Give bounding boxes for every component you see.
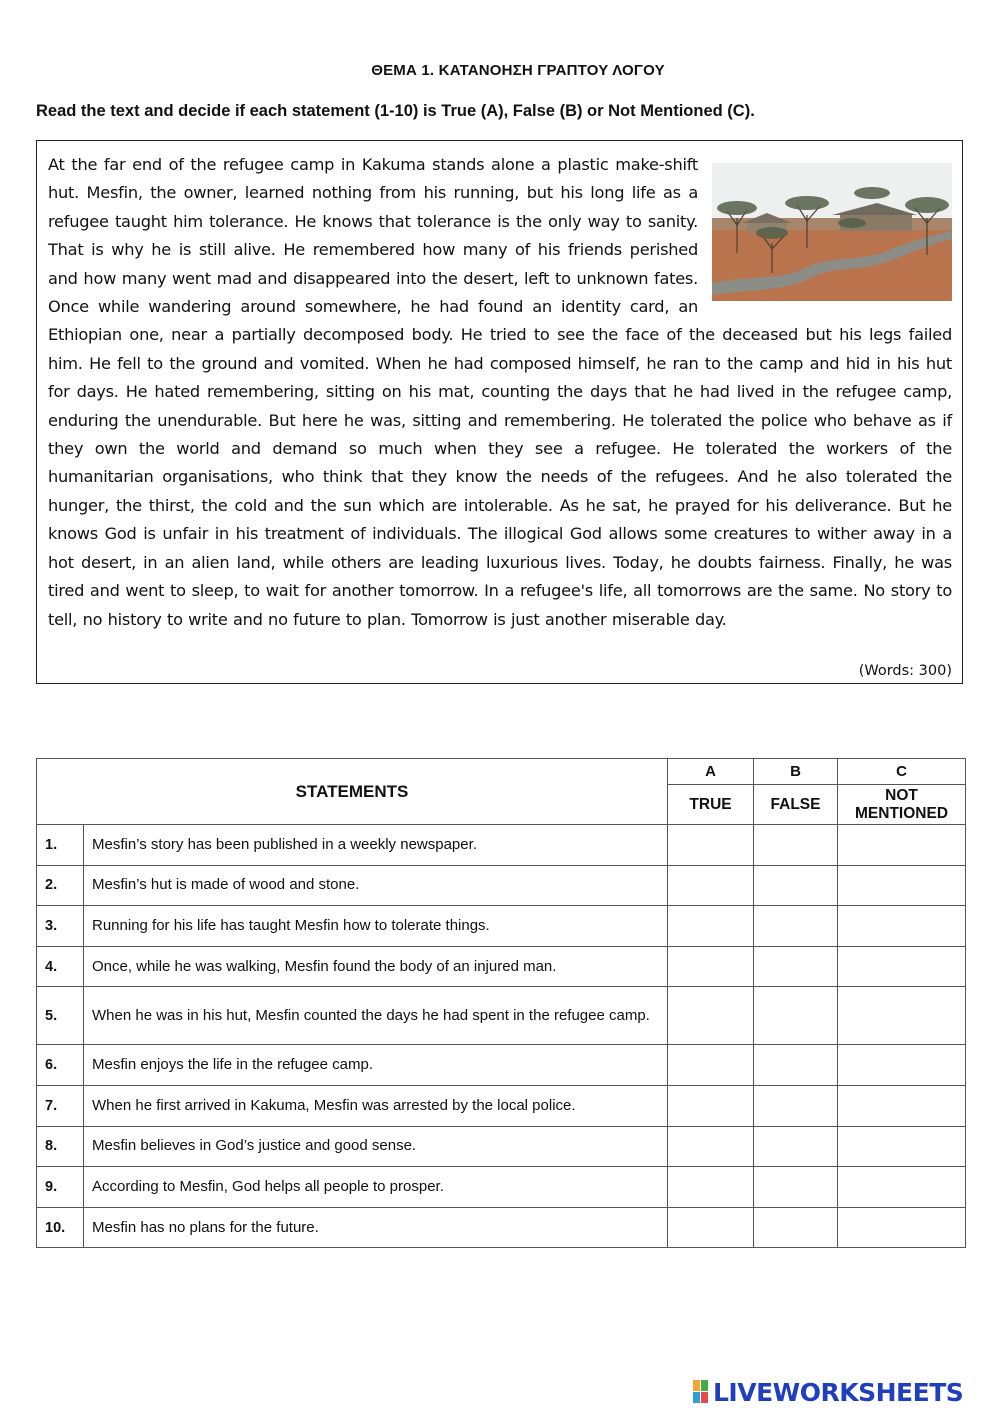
- option-label-false: FALSE: [754, 785, 838, 825]
- statement-text: Mesfin’s hut is made of wood and stone.: [84, 865, 668, 906]
- answer-cell-c[interactable]: [838, 1045, 966, 1086]
- table-row: [37, 946, 966, 987]
- answer-cell-a[interactable]: [668, 1207, 754, 1248]
- answer-cell-b[interactable]: [754, 865, 838, 906]
- answer-cell-c[interactable]: [838, 946, 966, 987]
- statement-text: Mesfin enjoys the life in the refugee camp.: [84, 1045, 668, 1086]
- answer-cell-b[interactable]: [754, 1045, 838, 1086]
- statement-number: 4.: [37, 946, 84, 987]
- answer-cell-b[interactable]: [754, 825, 838, 866]
- answer-cell-a[interactable]: [668, 1045, 754, 1086]
- answer-cell-a[interactable]: [668, 865, 754, 906]
- statement-text: When he first arrived in Kakuma, Mesfin was arrested by the local police.: [84, 1085, 668, 1126]
- table-row: [37, 1045, 966, 1086]
- liveworksheets-logo-icon: [693, 1380, 709, 1404]
- statement-text: Mesfin believes in God’s justice and good sense.: [84, 1126, 668, 1167]
- passage-text: At the far end of the refugee camp in Kakuma stands alone a plastic make-shift hut. Mesfin, the owner, learned nothing from his running, but his long life as a refugee taught him tolerance. He knows that tolerance is the only way to sanity. That is why he is still alive. He remembered how many of his friends perished and how many went mad and disappeared into the desert, left to unknown fates. Once while wandering around somewhere, he had found an identity card, an Ethiopian one, near a partially decomposed body. He tried to see the face of the deceased but his legs failed him. He fell to the ground and vomited. When he had composed himself, he ran to the camp and hid in his hut for days. He hated remembering, sitting on his mat, counting the days that he had lived in the refugee camp, enduring the unendurable. But here he was, sitting and remembering. He tolerated the police who behave as if they own the world and demand so much when they see a refugee. He tolerated the workers of the humanitarian organisations, who think that they know the needs of the refugees. And he also tolerated the hunger, the thirst, the cold and the sun which are intolerable. As he sat, he prayed for his deliverance. But he knows God is unfair in his treatment of individuals. The illogical God allows some creatures to wither away in a hot desert, in an alien land, while others are leading luxurious lives. Today, he doubts fairness. Finally, he was tired and went to sleep, to wait for another tomorrow. In a refugee's life, all tomorrows are the same. No story to tell, no history to write and no future to plan. Tomorrow is just another miserable day.: [48, 155, 952, 629]
- statement-number: 8.: [37, 1126, 84, 1167]
- answer-cell-a[interactable]: [668, 1126, 754, 1167]
- option-letter-b: B: [754, 759, 838, 785]
- statement-number: 6.: [37, 1045, 84, 1086]
- logo-text: LIVEWORKSHEETS: [713, 1377, 964, 1407]
- table-row: [37, 1167, 966, 1208]
- answer-cell-a[interactable]: [668, 946, 754, 987]
- answer-cell-a[interactable]: [668, 825, 754, 866]
- table-row: [37, 1085, 966, 1126]
- answer-cell-a[interactable]: [668, 987, 754, 1045]
- statements-table: [36, 758, 966, 1248]
- answer-cell-c[interactable]: [838, 906, 966, 947]
- answer-cell-b[interactable]: [754, 987, 838, 1045]
- answer-cell-c[interactable]: [838, 987, 966, 1045]
- option-label-true: TRUE: [668, 785, 754, 825]
- statement-number: 1.: [37, 825, 84, 866]
- option-letter-c: C: [838, 759, 966, 785]
- table-row: [37, 1207, 966, 1248]
- refugee-camp-photo: [712, 163, 952, 301]
- option-label-not-mentioned: NOT MENTIONED: [838, 785, 966, 825]
- answer-cell-a[interactable]: [668, 1085, 754, 1126]
- answer-cell-c[interactable]: [838, 1085, 966, 1126]
- statement-text: Running for his life has taught Mesfin how to tolerate things.: [84, 906, 668, 947]
- statement-number: 9.: [37, 1167, 84, 1208]
- statement-number: 7.: [37, 1085, 84, 1126]
- table-row: [37, 987, 966, 1045]
- statement-number: 10.: [37, 1207, 84, 1248]
- reading-passage-box: [36, 140, 963, 684]
- statement-text: Mesfin has no plans for the future.: [84, 1207, 668, 1248]
- statement-number: 2.: [37, 865, 84, 906]
- word-count: (Words: 300): [858, 663, 952, 679]
- statement-number: 3.: [37, 906, 84, 947]
- answer-cell-c[interactable]: [838, 865, 966, 906]
- answer-cell-c[interactable]: [838, 1167, 966, 1208]
- option-letter-a: A: [668, 759, 754, 785]
- answer-cell-c[interactable]: [838, 1126, 966, 1167]
- answer-cell-a[interactable]: [668, 906, 754, 947]
- answer-cell-b[interactable]: [754, 1167, 838, 1208]
- statements-header: STATEMENTS: [37, 759, 668, 825]
- answer-cell-b[interactable]: [754, 1207, 838, 1248]
- instructions: Read the text and decide if each statement (1-10) is True (A), False (B) or Not Mentioned (C).: [36, 102, 755, 120]
- answer-cell-c[interactable]: [838, 825, 966, 866]
- answer-cell-a[interactable]: [668, 1167, 754, 1208]
- statement-text: Mesfin’s story has been published in a weekly newspaper.: [84, 825, 668, 866]
- table-row: [37, 865, 966, 906]
- statement-text: According to Mesfin, God helps all people to prosper.: [84, 1167, 668, 1208]
- answer-cell-b[interactable]: [754, 946, 838, 987]
- statement-number: 5.: [37, 987, 84, 1045]
- reading-passage: [48, 151, 952, 634]
- answer-cell-b[interactable]: [754, 1126, 838, 1167]
- table-row: [37, 825, 966, 866]
- statement-text: When he was in his hut, Mesfin counted the days he had spent in the refugee camp.: [84, 987, 668, 1045]
- table-row: [37, 1126, 966, 1167]
- answer-cell-b[interactable]: [754, 1085, 838, 1126]
- liveworksheets-logo: [693, 1378, 963, 1406]
- answer-cell-c[interactable]: [838, 1207, 966, 1248]
- answer-cell-b[interactable]: [754, 906, 838, 947]
- statement-text: Once, while he was walking, Mesfin found the body of an injured man.: [84, 946, 668, 987]
- table-row: [37, 906, 966, 947]
- section-heading: ΘΕΜΑ 1. ΚΑΤΑΝΟΗΣΗ ΓΡΑΠΤΟΥ ΛΟΓΟΥ: [371, 62, 665, 79]
